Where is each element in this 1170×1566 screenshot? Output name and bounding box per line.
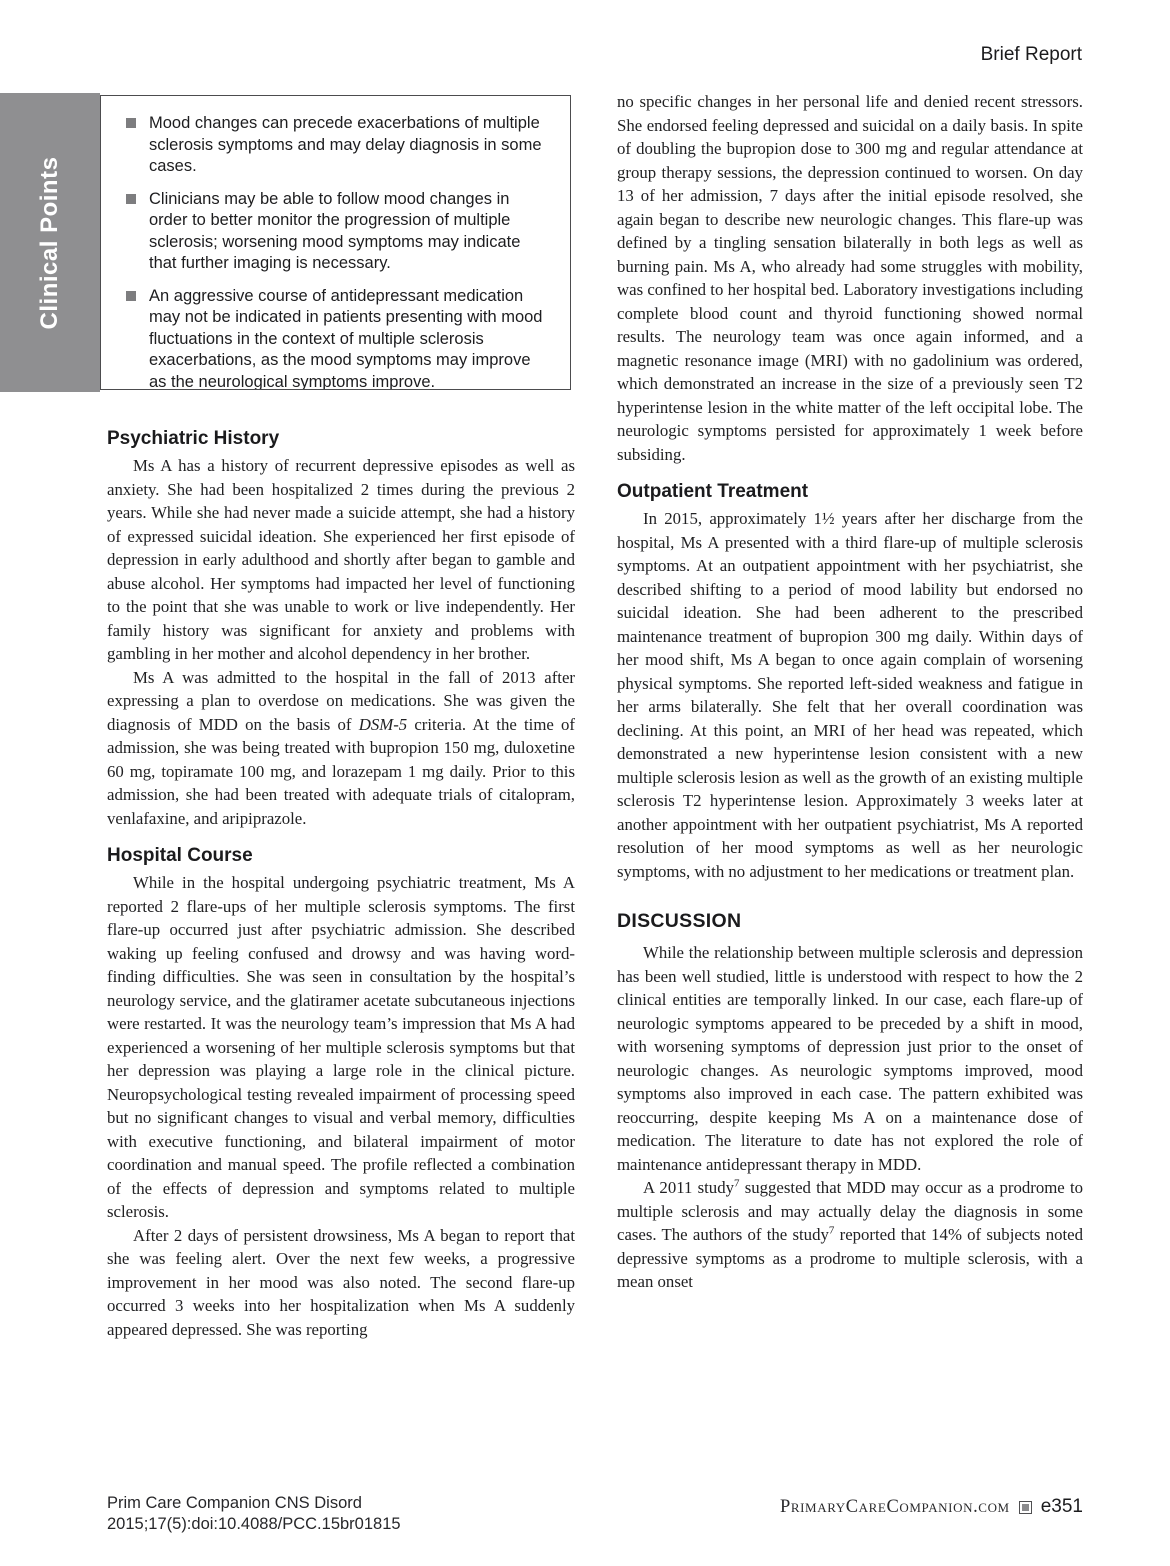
clinical-points-tab bbox=[0, 93, 100, 392]
footer-site-url: PrimaryCareCompanion.com bbox=[779, 1496, 1010, 1517]
right-column bbox=[617, 90, 1083, 1294]
section-heading-discussion: DISCUSSION bbox=[617, 910, 742, 932]
footer-page-number: e351 bbox=[1040, 1496, 1083, 1517]
clinical-point-text: Mood changes can precede exacerbations of multiple sclerosis symptoms and may delay diagnosis in some cases. bbox=[149, 114, 542, 175]
clinical-point-item bbox=[126, 286, 552, 391]
footer-journal-doi: 2015;17(5):doi:10.4088/PCC.15br01815 bbox=[107, 1514, 401, 1533]
square-bullet-icon bbox=[126, 194, 136, 204]
clinical-points-box bbox=[100, 95, 571, 390]
clinical-point-item bbox=[126, 113, 552, 178]
paragraph: A 2011 study$^7$ suggested that MDD may occur as a prodrome to multiple sclerosis and may actually delay the diagnosis in some cases. The authors of the study$^7$ reported that 14% of subjects noted depressive symptoms as a prodrome to multiple sclerosis, with a mean onset bbox=[617, 1177, 1083, 1291]
paragraph: While the relationship between multiple sclerosis and depression has been well studied, little is understood with respect to how the 2 clinical entities are temporally linked. In our case, each flare-up of neurologic symptoms appeared to be preceded by a shift in mood, with worsening symptoms of depression just prior to the onset of neurologic changes. As neurologic symptoms improved, mood symptoms also improved in each case. The pattern exhibited was reoccurring, despite keeping Ms A on a maintenance dose of medication. The literature to date has not explored the role of maintenance antidepressant therapy in MDD. bbox=[617, 943, 1083, 1174]
journal-square-icon bbox=[1019, 1501, 1032, 1514]
page-type-label: Brief Report bbox=[980, 44, 1082, 65]
footer-site-page bbox=[780, 1496, 1083, 1518]
square-bullet-icon bbox=[126, 291, 136, 301]
paragraph: Ms A was admitted to the hospital in the fall of 2013 after expressing a plan to overdose on medications. She was given the diagnosis of MDD on the basis of DSM-5 criteria. At the time of admission, she was being treated with bupropion 150 mg, duloxetine 60 mg, topiramate 100 mg, and lorazepam 1 mg daily. Prior to this admission, she had been treated with adequate trials of citalopram, venlafaxine, and aripiprazole. bbox=[107, 667, 575, 828]
left-column bbox=[107, 428, 575, 1341]
footer-journal-name: Prim Care Companion CNS Disord bbox=[107, 1494, 362, 1512]
square-bullet-icon bbox=[126, 118, 136, 128]
clinical-point-text: Clinicians may be able to follow mood changes in order to better monitor the progression of multiple sclerosis; worsening mood symptoms may indicate that further imaging is necessary. bbox=[149, 189, 521, 272]
journal-square-icon-inner bbox=[1022, 1504, 1029, 1511]
paragraph: After 2 days of persistent drowsiness, Ms A began to report that she was feeling alert. Over the next few weeks, a progressive improvement in her mood was also noted. The second flare-up occurred 3 weeks into her hospitalization when Ms A suddenly appeared depressed. She was reporting bbox=[107, 1225, 575, 1339]
paragraph: While in the hospital undergoing psychiatric treatment, Ms A reported 2 flare-ups of her multiple sclerosis symptoms. The first flare-up occurred just after psychiatric admission. She described waking up feeling confused and drowsy and was having word-finding difficulties. She was seen in consultation by the hospital’s neurology service, and the glatiramer acetate subcutaneous injections were restarted. It was the neurology team’s impression that Ms A had experienced a worsening of her multiple sclerosis symptoms but that her depression was playing a large role in the clinical picture. Neuropsychological testing revealed impairment of processing speed but no significant changes to visual and verbal memory, difficulties with executive functioning, and bilateral impairment of motor coordination and manual speed. The profile reflected a combination of the effects of depression and symptoms related to multiple sclerosis. bbox=[107, 873, 575, 1221]
section-heading-outpatient-treatment: Outpatient Treatment bbox=[617, 481, 809, 502]
paragraph: Ms A has a history of recurrent depressive episodes as well as anxiety. She had been hospitalized 2 times during the previous 2 years. While she had never made a suicide attempt, she had a history of expressed suicidal ideation. She experienced her first episode of depression in early adulthood and shortly after began to gamble and abuse alcohol. Her symptoms had impacted her level of functioning to the point that she was unable to work or live independently. Her family history was significant for anxiety and problems with gambling in her mother and alcohol dependency in her brother. bbox=[107, 456, 575, 663]
paragraph: no specific changes in her personal life and denied recent stressors. She endorsed feeling depressed and suicidal on a daily basis. In spite of doubling the bupropion dose to 300 mg and regular attendance at group therapy sessions, the depression continued to worsen. On day 13 of her admission, 7 days after the initial episode resolved, she again began to describe new neurologic changes. This flare-up was defined by a tingling sensation bilaterally in both legs as well as burning pain. Ms A, who already had some struggles with mobility, was confined to her hospital bed. Laboratory investigations including complete blood count and thyroid functioning showed normal results. The neurology team was once again informed, and a magnetic resonance image (MRI) with no gadolinium was ordered, which demonstrated an increase in the size of a previously seen T2 hyperintense lesion in the white matter of the left occipital lobe. The neurologic symptoms persisted for approximately 1 week before subsiding. bbox=[617, 92, 1083, 464]
clinical-point-text: An aggressive course of antidepressant medication may not be indicated in patients presenting with mood fluctuations in the context of multiple sclerosis exacerbations, as the mood symptoms may improve as the neurological symptoms improve. bbox=[149, 286, 543, 390]
clinical-points-callout bbox=[0, 93, 571, 392]
clinical-points-tab-label: Clinical Points bbox=[36, 156, 63, 329]
section-heading-psychiatric-history: Psychiatric History bbox=[107, 428, 280, 449]
paragraph: In 2015, approximately 1½ years after her discharge from the hospital, Ms A presented with a third flare-up of multiple sclerosis symptoms. At an outpatient appointment with her psychiatrist, she described shifting to a period of mood lability but endorsed no suicidal ideation. She had been adherent to the prescribed maintenance treatment of bupropion 300 mg daily. Within days of her mood shift, Ms A began to once again complain of worsening physical symptoms. She reported left-sided weakness and fatigue in her arms bilaterally. She felt that her overall coordination was declining. At this point, an MRI of her head was repeated, which demonstrated a new hyperintense lesion consistent with a new multiple sclerosis lesion as well as the growth of an existing multiple sclerosis T2 hyperintense lesion. Approximately 3 weeks later at another appointment with her outpatient psychiatrist, Ms A reported resolution of her mood symptoms as well as her neurologic symptoms, with no adjustment to her medications or treatment plan. bbox=[617, 509, 1083, 881]
section-heading-hospital-course: Hospital Course bbox=[107, 845, 253, 866]
footer-journal-citation bbox=[107, 1493, 401, 1534]
clinical-point-item bbox=[126, 189, 552, 275]
